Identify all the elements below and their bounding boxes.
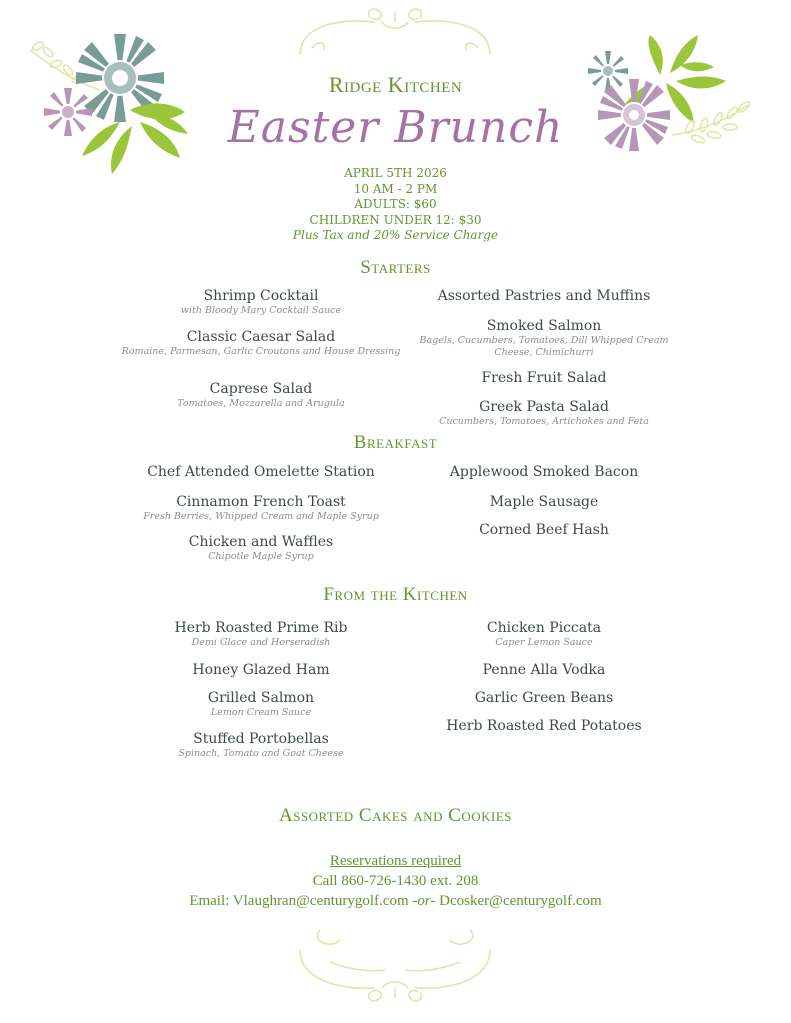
event-title: Easter Brunch	[227, 102, 564, 153]
menu-item	[111, 288, 411, 317]
item-name: Grilled Salmon	[207, 690, 315, 706]
menu-item	[394, 494, 694, 511]
item-desc: Romaine, Parmesan, Garlic Croutons and House Dressing	[121, 346, 401, 357]
breakfast-heading: Breakfast	[353, 432, 438, 453]
item-name: Greek Pasta Salad	[479, 399, 609, 415]
menu-item	[111, 381, 411, 410]
item-name: Cinnamon French Toast	[176, 494, 346, 510]
reservation-note: Reservations required	[329, 853, 462, 869]
menu-item	[111, 690, 411, 719]
menu-item	[394, 318, 694, 359]
email-contact	[0, 893, 791, 910]
dessert-heading: Assorted Cakes and Cookies	[278, 805, 513, 826]
item-name: Penne Alla Vodka	[482, 662, 606, 678]
item-name: Chicken and Waffles	[188, 534, 334, 550]
menu-item	[111, 464, 411, 481]
email-second[interactable]: Dcosker@centurygolf.com	[439, 893, 602, 909]
item-name: Fresh Fruit Salad	[481, 370, 607, 386]
email-or: -or-	[412, 893, 436, 909]
item-name: Smoked Salmon	[486, 318, 602, 334]
item-name: Chicken Piccata	[486, 620, 602, 636]
menu-item	[111, 534, 411, 563]
item-name: Honey Glazed Ham	[192, 662, 330, 678]
item-name: Applewood Smoked Bacon	[449, 464, 639, 480]
menu-item	[394, 370, 694, 387]
item-desc: Spinach, Tomato and Goat Cheese	[178, 748, 344, 759]
item-desc: Lemon Cream Sauce	[210, 707, 312, 718]
item-desc: Bagels, Cucumbers, Tomatoes, Dill Whipped Cream Cheese, Chimichurri	[419, 335, 669, 358]
adult-price: ADULTS: $60	[354, 197, 437, 211]
item-name: Classic Caesar Salad	[186, 329, 336, 345]
menu-item	[394, 288, 694, 305]
item-desc: Cucumbers, Tomatoes, Artichokes and Feta	[439, 416, 649, 427]
menu-item	[111, 494, 411, 523]
restaurant-name: Ridge Kitchen	[328, 72, 463, 97]
kitchen-heading: From the Kitchen	[323, 584, 468, 605]
email-first[interactable]: Email: Vlaughran@centurygolf.com	[189, 893, 409, 909]
item-name: Shrimp Cocktail	[203, 288, 319, 304]
menu-item	[111, 662, 411, 679]
item-name: Herb Roasted Red Potatoes	[446, 718, 642, 734]
item-desc: with Bloody Mary Cocktail Sauce	[180, 305, 342, 316]
item-name: Maple Sausage	[489, 494, 599, 510]
tax-note: Plus Tax and 20% Service Charge	[292, 228, 499, 242]
event-details	[0, 166, 791, 244]
menu-item	[394, 522, 694, 539]
menu-item	[394, 399, 694, 428]
event-date: APRIL 5TH 2026	[344, 166, 447, 180]
item-name: Assorted Pastries and Muffins	[437, 288, 651, 304]
item-desc: Chipotle Maple Syrup	[208, 551, 314, 562]
item-name: Caprese Salad	[209, 381, 313, 397]
item-name: Herb Roasted Prime Rib	[174, 620, 348, 636]
item-desc: Fresh Berries, Whipped Cream and Maple Syrup	[143, 511, 379, 522]
item-name: Garlic Green Beans	[474, 690, 614, 706]
phone-contact: Call 860-726-1430 ext. 208	[312, 873, 479, 889]
item-desc: Demi Glace and Horseradish	[191, 637, 331, 648]
item-name: Corned Beef Hash	[479, 522, 609, 538]
menu-item	[394, 620, 694, 649]
item-desc: Tomatoes, Mozzarella and Arugula	[177, 398, 345, 409]
menu-item	[111, 731, 411, 760]
child-price: CHILDREN UNDER 12: $30	[309, 212, 482, 227]
event-time: 10 AM - 2 PM	[353, 181, 438, 196]
starters-heading: Starters	[360, 257, 431, 278]
menu-item	[111, 620, 411, 649]
menu-item	[394, 662, 694, 679]
menu-item	[394, 690, 694, 707]
item-name: Stuffed Portobellas	[193, 731, 329, 747]
menu-item	[394, 464, 694, 481]
bottom-flourish-icon	[0, 920, 791, 1020]
item-name: Chef Attended Omelette Station	[147, 464, 375, 480]
item-desc: Caper Lemon Sauce	[495, 637, 593, 648]
menu-item	[394, 718, 694, 735]
menu-item	[111, 329, 411, 358]
